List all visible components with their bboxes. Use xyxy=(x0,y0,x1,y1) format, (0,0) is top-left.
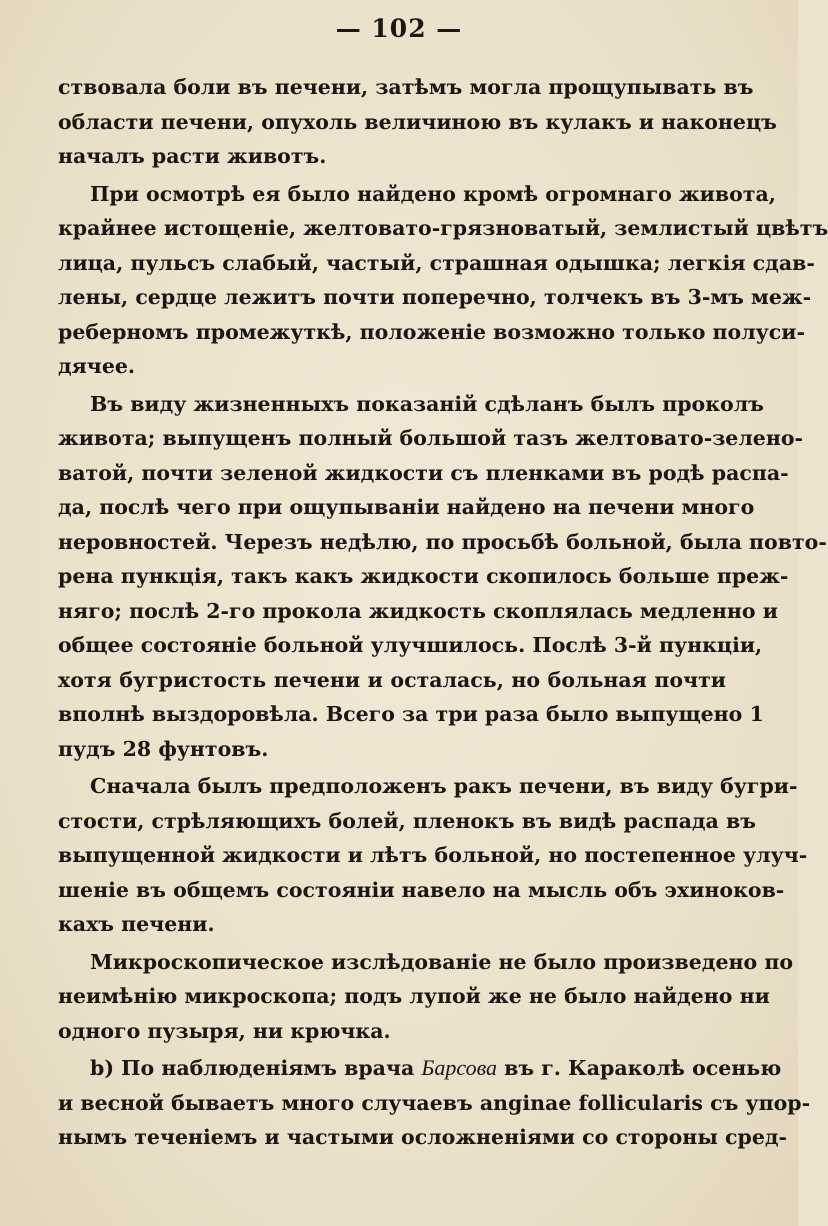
text-line: Микроскопическое изслѣдованіе не было произведено по xyxy=(90,949,793,974)
text-line: области печени, опухоль величиною въ кулакъ и наконецъ xyxy=(58,109,777,134)
text-line: неровностей. Черезъ недѣлю, по просьбѣ больной, была повто- xyxy=(58,529,827,554)
text-line: живота; выпущенъ полный большой тазъ желтовато-зелено- xyxy=(58,426,804,450)
text-line: пудъ 28 фунтовъ. xyxy=(58,736,269,761)
text-line: шеніе въ общемъ состояніи навело на мысль объ эхиноков- xyxy=(58,877,785,902)
text-line: Въ виду жизненныхъ показаній сдѣланъ былъ проколъ xyxy=(90,391,764,416)
text-line: неимѣнію микроскопа; подъ лупой же не было найдено ни xyxy=(58,984,770,1008)
text-line xyxy=(58,1051,782,1086)
paragraph xyxy=(58,769,808,942)
body-text xyxy=(58,70,828,1155)
text-segment: b) По наблюденіямъ врача xyxy=(90,1056,415,1080)
paragraph xyxy=(58,945,793,1049)
text-line: стости, стрѣляющихъ болей, пленокъ въ видѣ распада въ xyxy=(58,808,756,833)
text-line: вполнѣ выздоровѣла. Всего за три раза было выпущено 1 xyxy=(58,702,764,726)
page-number: — 102 — xyxy=(335,14,463,43)
text-line: лены, сердце лежитъ почти поперечно, толчекъ въ 3-мъ меж- xyxy=(58,285,812,309)
text-line: выпущенной жидкости и лѣтъ больной, но постепенное улуч- xyxy=(58,843,808,867)
paragraph xyxy=(58,1051,811,1155)
text-line: одного пузыря, ни крючка. xyxy=(58,1018,391,1043)
author-name: Барсова xyxy=(421,1055,497,1080)
text-line: дячее. xyxy=(58,354,136,378)
text-line: да, послѣ чего при ощупываніи найдено на печени много xyxy=(58,495,755,519)
text-line: лица, пульсъ слабый, частый, страшная одышка; легкія сдав- xyxy=(58,250,815,275)
text-line: реберномъ промежуткѣ, положеніе возможно только полуси- xyxy=(58,319,805,344)
text-line: Сначала былъ предположенъ ракъ печени, въ виду бугри- xyxy=(90,774,798,798)
text-line: крайнее истощеніе, желтовато-грязноватый, землистый цвѣтъ xyxy=(58,216,828,240)
text-line: При осмотрѣ ея было найдено кромѣ огромнаго живота, xyxy=(90,181,776,206)
text-segment: въ г. Караколѣ осенью xyxy=(504,1056,782,1080)
text-line: ватой, почти зеленой жидкости съ пленками въ родѣ распа- xyxy=(58,460,789,485)
text-line: и весной бываетъ много случаевъ anginae follicularis съ упор- xyxy=(58,1090,811,1115)
text-line: началъ расти животъ. xyxy=(58,144,327,168)
text-line: кахъ печени. xyxy=(58,912,215,936)
text-line: рена пункція, такъ какъ жидкости скопилось больше преж- xyxy=(58,564,789,588)
text-line: ствовала боли въ печени, затѣмъ могла прощупывать въ xyxy=(58,75,754,99)
text-line: няго; послѣ 2-го прокола жидкость скоплялась медленно и xyxy=(58,598,778,623)
text-line: нымъ теченіемъ и частыми осложненіями со стороны сред- xyxy=(58,1125,788,1149)
paragraph xyxy=(58,387,827,767)
text-line: общее состояніе больной улучшилось. Послѣ 3-й пункціи, xyxy=(58,633,763,657)
paragraph xyxy=(58,70,777,174)
text-line: хотя бугристость печени и осталась, но больная почти xyxy=(58,667,726,692)
paragraph xyxy=(58,177,828,384)
